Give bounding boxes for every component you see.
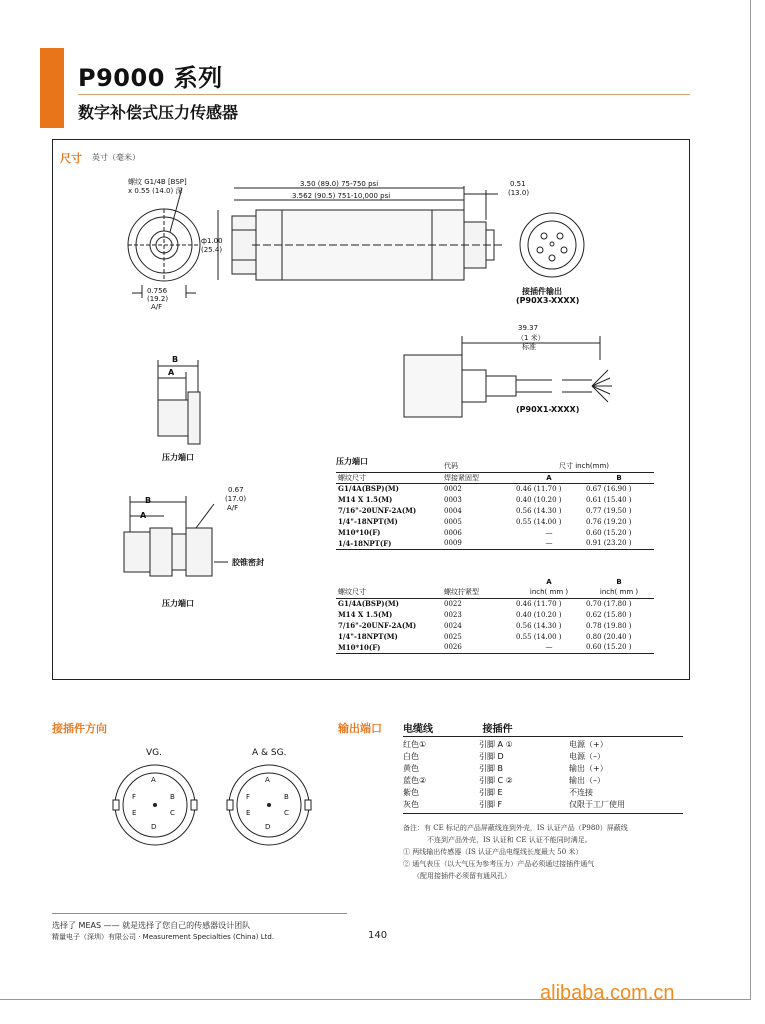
table-row: 7/16"-20UNF-2A(M) 0004 0.56 (14.30 ) 0.77 (19.50 ): [338, 506, 632, 515]
output-port-heading: 输出端口: [338, 722, 382, 735]
page-number: 140: [368, 930, 388, 941]
hex-size-3: A/F: [151, 303, 163, 311]
table-row: M10*10(F) 0026 — 0.60 (15.20 ): [336, 642, 654, 653]
output-row: 紫色 引脚 E 不连接: [403, 788, 593, 797]
col-code-top: 代码: [444, 462, 458, 471]
watermark: alibaba.com.cn: [540, 982, 675, 1004]
output-notes: [403, 822, 703, 882]
connector-orientation-heading: 接插件方向: [52, 722, 107, 735]
dim-b-label: B: [172, 355, 179, 364]
table1-caption: 压力端口: [336, 457, 368, 466]
vg-pin-e: E: [132, 809, 137, 817]
pressure-port-table-screw: [336, 576, 654, 654]
note-line: ① 两线输出传感器（IS 认证产品电缆线长度最大 50 米）: [403, 848, 583, 856]
vg-label: VG.: [146, 748, 162, 758]
dim-a-label: A: [168, 368, 175, 377]
asg-pin-d: D: [265, 823, 271, 831]
col-cable: 电缆线: [403, 724, 433, 735]
asg-connector-diagram: [224, 760, 314, 850]
connector-part-number: (P90X3-XXXX): [516, 296, 580, 305]
note-line: （配用接插件必须留有通风孔）: [413, 872, 511, 880]
dim-a-label-2: A: [140, 511, 147, 520]
vg-pin-f: F: [132, 793, 137, 801]
pressure-port-label-2: 压力端口: [162, 599, 194, 608]
pressure-port-table-weld: [336, 461, 654, 550]
footer-company: 精量电子（深圳）有限公司 · Measurement Specialties (China) Ltd.: [52, 933, 275, 941]
note-line: ② 通气表压（以大气压为参考压力）产品必须通过接插件通气: [403, 860, 595, 868]
thread-note-1: 螺纹 G1/4B [BSP]: [128, 178, 187, 186]
vg-pin-d: D: [151, 823, 157, 831]
table-row: G1/4A(BSP)(M) 0022 0.46 (11.70 ) 0.70 (17.80 ): [338, 599, 632, 609]
col-a: A: [514, 472, 584, 483]
table-row: 7/16"-20UNF-2A(M) 0024 0.56 (14.30 ) 0.78 (19.80 ): [338, 621, 632, 630]
table-row: 1/4-18NPT(F) 0009 — 0.91 (23.20 ): [336, 538, 654, 549]
col-code: 焊接紧固型: [442, 472, 514, 483]
units-note: 英寸（毫米）: [92, 153, 140, 162]
accent-bar: [40, 48, 64, 128]
output-row: 红色① 引脚 A ① 电源（+）: [403, 740, 608, 749]
cone-seal-label: 胶锥密封: [232, 558, 264, 567]
footer-divider: [52, 913, 347, 914]
col-a: A: [546, 577, 552, 586]
table-row: M10*10(F) 0006 — 0.60 (15.20 ): [338, 528, 632, 537]
connector-length-2: (13.0): [508, 189, 530, 197]
asg-pin-c: C: [284, 809, 289, 817]
page-title: P9000 系列: [78, 64, 223, 92]
diameter-2: (25.4): [201, 246, 223, 254]
length-note-1: 3.50 (89.0) 75-750 psi: [300, 180, 379, 188]
pressure-port-label-1: 压力端口: [162, 453, 194, 462]
af-size-3: A/F: [227, 504, 239, 512]
sensor-dimension-drawing: [52, 160, 690, 460]
asg-pin-b: B: [284, 793, 289, 801]
col-b: B: [584, 472, 654, 483]
note-line: 不连到产品外壳，IS 认证和 CE 认证不能同时满足。: [427, 836, 592, 844]
page-subtitle: 数字补偿式压力传感器: [78, 103, 239, 122]
col-b-unit: inch( mm ): [584, 587, 654, 598]
cable-part-number: (P90X1-XXXX): [516, 405, 580, 414]
table-row: 1/4"-18NPT(M) 0005 0.55 (14.00 ) 0.76 (19.20 ): [338, 517, 632, 526]
length-note-2: 3.562 (90.5) 751-10,000 psi: [292, 192, 391, 200]
asg-label: A & SG.: [252, 748, 287, 758]
hex-size-2: (19.2): [147, 295, 169, 303]
col-thread: 螺纹尺寸: [336, 472, 442, 483]
vg-connector-diagram: [110, 760, 200, 850]
vg-pin-c: C: [170, 809, 175, 817]
af-size-2: (17.0): [225, 495, 247, 503]
cable-length-3: 标准: [522, 343, 536, 351]
asg-pin-f: F: [246, 793, 251, 801]
table-row: M14 X 1.5(M) 0003 0.40 (10.20 ) 0.61 (15.40 ): [338, 495, 632, 504]
col-connector: 接插件: [482, 724, 513, 735]
col-b: B: [616, 577, 622, 586]
dimensions-heading: 尺寸: [60, 152, 82, 165]
diameter-1: ф1.00: [201, 237, 223, 245]
output-row: 黄色 引脚 B 输出（+）: [403, 764, 608, 773]
asg-pin-a: A: [265, 776, 270, 784]
title-divider: [78, 94, 690, 95]
output-row: 白色 引脚 D 电源（–）: [403, 752, 605, 761]
af-size-1: 0.67: [228, 486, 244, 494]
note-line: 备注：有 CE 标记的产品屏蔽线连到外壳，IS 认证产品（P980）屏蔽线: [403, 824, 628, 832]
asg-pin-e: E: [246, 809, 251, 817]
vg-pin-b: B: [170, 793, 175, 801]
footer-slogan: 选择了 MEAS —— 就是选择了您自己的传感器设计团队: [52, 921, 251, 930]
col-size-top: 尺寸 inch(mm): [559, 462, 609, 471]
dim-b-label-2: B: [145, 496, 152, 505]
connector-output-label: 接插件输出: [522, 287, 562, 296]
thread-note-2: x 0.55 (14.0) 深: [128, 187, 183, 195]
output-table: [403, 720, 683, 814]
table-row: 1/4"-18NPT(M) 0025 0.55 (14.00 ) 0.80 (20.40 ): [338, 632, 632, 641]
table-row: G1/4A(BSP)(M) 0002 0.46 (11.70 ) 0.67 (16.90 ): [338, 484, 632, 494]
col-code: 螺纹拧紧型: [442, 587, 514, 598]
table-row: M14 X 1.5(M) 0023 0.40 (10.20 ) 0.62 (15.80 ): [338, 610, 632, 619]
col-a-unit: inch( mm ): [514, 587, 584, 598]
col-thread: 螺纹尺寸: [336, 587, 442, 598]
cable-length-2: （1 米）: [517, 334, 545, 342]
cable-length-1: 39.37: [518, 324, 539, 332]
connector-length-1: 0.51: [510, 180, 526, 188]
cone-seal-port-drawing: [110, 488, 280, 588]
vg-pin-a: A: [151, 776, 156, 784]
output-row: 蓝色② 引脚 C ② 输出（–）: [403, 776, 605, 785]
output-row: 灰色 引脚 F 仅限于工厂使用: [403, 800, 625, 809]
hex-size-1: 0.756: [147, 287, 168, 295]
